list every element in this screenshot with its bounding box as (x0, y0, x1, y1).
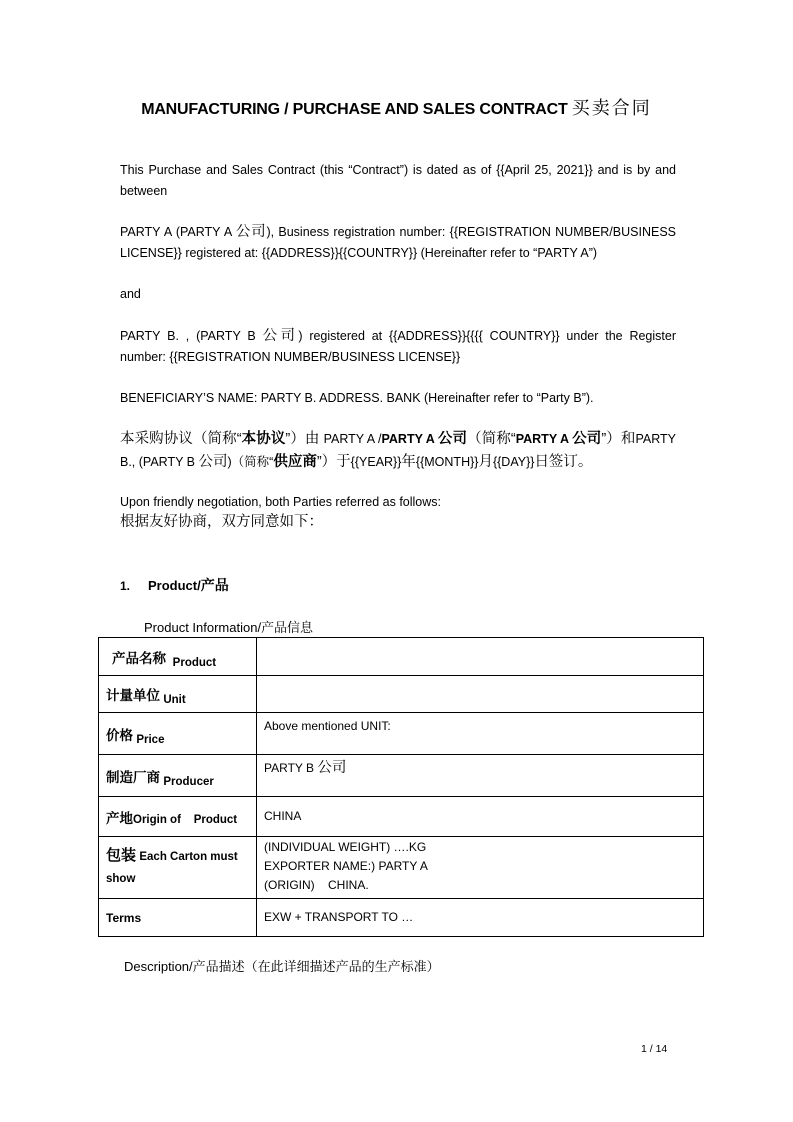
row-label-origin: 产地Origin of Product (99, 797, 257, 837)
row-label-unit: 计量单位 Unit (99, 676, 257, 713)
negotiation-paragraph (120, 492, 676, 532)
row-value-packing: (INDIVIDUAL WEIGHT) ….KG EXPORTER NAME:) PARTY A (ORIGIN) CHINA. (257, 837, 704, 899)
product-info-table (98, 637, 704, 937)
chinese-agreement-paragraph: 本采购协议（简称“本协议”）由 PARTY A /PARTY A 公司（简称“PARTY A 公司”）和PARTY B., (PARTY B 公司)（简称“供应商”）于{{YEAR}}年{{MONTH}}月{{DAY}}日签订。 (120, 431, 676, 470)
table-row (99, 899, 704, 937)
row-label-producer: 制造厂商 Producer (99, 755, 257, 797)
title-chinese: 买卖合同 (571, 98, 652, 118)
negotiation-english: Upon friendly negotiation, both Parties referred as follows: (120, 495, 442, 509)
row-value-price: Above mentioned UNIT: (257, 713, 704, 755)
and-line: and (120, 287, 141, 301)
table-row (99, 676, 704, 713)
row-label-terms: Terms (99, 899, 257, 937)
table-row (99, 797, 704, 837)
row-label-product: 产品名称 Product (99, 638, 257, 676)
intro-paragraph: This Purchase and Sales Contract (this “Contract”) is dated as of {{April 25, 2021}} and is by and between (120, 163, 676, 198)
party-a-paragraph: PARTY A (PARTY A 公司), Business registration number: {{REGISTRATION NUMBER/BUSINESS LICENSE}} registered at: {{ADDRESS}}{{COUNTRY}} (Hereinafter refer to “PARTY A”) (120, 224, 676, 260)
row-label-packing: 包装 Each Carton must show (99, 837, 257, 899)
row-value-origin: CHINA (257, 797, 704, 837)
section-heading-product: 1. Product/产品 (120, 577, 229, 593)
row-label-price: 价格 Price (99, 713, 257, 755)
contract-title (0, 94, 793, 120)
table-caption: Product Information/产品信息 (144, 620, 314, 635)
row-value-unit (257, 676, 704, 713)
beneficiary-line: BENEFICIARY’S NAME: PARTY B. ADDRESS. BANK (Hereinafter refer to “Party B”). (120, 391, 594, 405)
page-number: 1 / 14 (641, 1043, 668, 1055)
title-english: MANUFACTURING / PURCHASE AND SALES CONTRACT (141, 101, 572, 118)
table-row (99, 638, 704, 676)
row-value-product (257, 638, 704, 676)
negotiation-chinese: 根据友好协商，双方同意如下： (120, 514, 323, 530)
party-b-paragraph: PARTY B. , (PARTY B 公司) registered at {{ADDRESS}}{{{{ COUNTRY}} under the Register number: {{REGISTRATION NUMBER/BUSINESS LICENSE}} (120, 328, 676, 364)
row-value-terms: EXW + TRANSPORT TO … (257, 899, 704, 937)
table-row (99, 755, 704, 797)
description-line: Description/产品描述（在此详细描述产品的生产标准） (124, 959, 440, 974)
row-value-producer: PARTY B 公司 (257, 755, 704, 797)
section-number: 1. (120, 579, 131, 593)
table-row (99, 837, 704, 899)
table-row (99, 713, 704, 755)
